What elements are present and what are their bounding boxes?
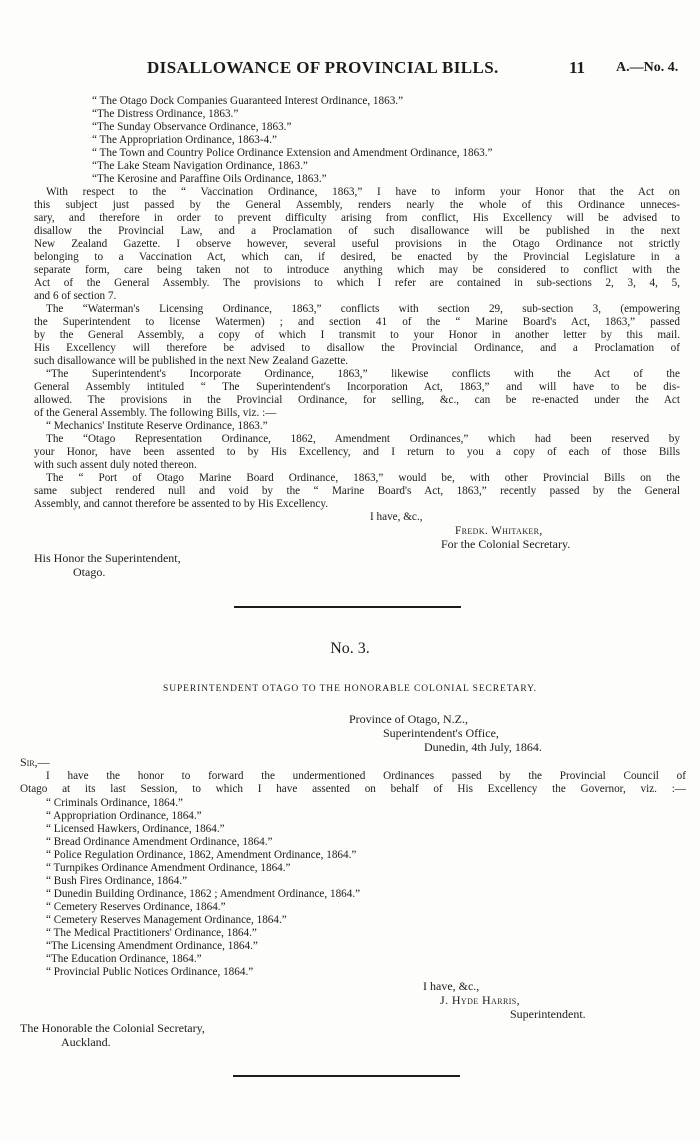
- bill-name: “ Mechanics' Institute Reserve Ordinance, 1863.”: [46, 420, 268, 432]
- paragraph-line: Otago at its last Session, to which I have assented on behalf of His Excellency the Governor, viz. :—: [20, 783, 686, 795]
- paragraph-line: of the General Assembly. The following Bills, viz. :—: [34, 407, 277, 419]
- paragraph-line: separate form, care being taken not to introduce anything which may be considered to conflict with the: [34, 264, 680, 276]
- paragraph-line: The “ Port of Otago Marine Board Ordinance, 1863,” would be, with other Provincial Bills on the: [46, 472, 680, 484]
- address-line: Province of Otago, N.Z.,: [349, 712, 468, 726]
- paper-reference: A.—No. 4.: [616, 60, 679, 75]
- page-header: [0, 58, 700, 80]
- ordinance-list-item: “The Kerosine and Paraffine Oils Ordinance, 1863.”: [92, 173, 327, 185]
- paragraph-line: this subject just passed by the General Assembly, renders nearly the whole of this Ordinance unneces-: [34, 199, 680, 211]
- ordinance-list-item: “ Bread Ordinance Amendment Ordinance, 1864.”: [46, 836, 273, 848]
- ordinance-list-item: “The Distress Ordinance, 1863.”: [92, 108, 239, 120]
- addressee: His Honor the Superintendent,: [34, 551, 181, 565]
- letter-heading: SUPERINTENDENT OTAGO TO THE HONORABLE COLONIAL SECRETARY.: [163, 684, 537, 694]
- paragraph-line: your Honor, have been assented to by His Excellency, and I return to you a copy of each of those Bills: [34, 446, 680, 458]
- signature: Fredk. Whitaker,: [455, 525, 543, 537]
- signature-title: For the Colonial Secretary.: [441, 537, 571, 551]
- ordinance-list-item: “ Police Regulation Ordinance, 1862, Amendment Ordinance, 1864.”: [46, 849, 357, 861]
- paragraph-line: allowed. The provisions in the Provincial Ordinance, for selling, &c., can be re-enacted under the Act: [34, 394, 680, 406]
- paragraph-line: with such assent duly noted thereon.: [34, 459, 197, 471]
- salutation: Sir,—: [20, 755, 50, 769]
- paragraph-line: “The Superintendent's Incorporate Ordinance, 1863,” likewise conflicts with the Act of the: [46, 368, 680, 380]
- paragraph-line: With respect to the “ Vaccination Ordinance, 1863,” I have to inform your Honor that the Act on: [46, 186, 680, 198]
- signature-title: Superintendent.: [510, 1007, 586, 1021]
- document-number: No. 3.: [330, 640, 370, 657]
- paragraph-line: and 6 of section 7.: [34, 290, 117, 302]
- closing: I have, &c.,: [423, 979, 480, 993]
- page-title: DISALLOWANCE OF PROVINCIAL BILLS.: [147, 58, 499, 77]
- paragraph-line: General Assembly intituled “ The Superintendent's Incorporation Act, 1863,” and will have to be dis-: [34, 381, 680, 393]
- paragraph-line: The “Otago Representation Ordinance, 1862, Amendment Ordinances,” which had been reserved by: [46, 433, 680, 445]
- paragraph-line: such disallowance will be published in the next New Zealand Gazette.: [34, 355, 349, 367]
- paragraph-line: belonging to a Vaccination Act, which can, if desired, be enacted by the Provincial Legislature in a: [34, 251, 680, 263]
- ordinance-list-item: “The Lake Steam Navigation Ordinance, 1863.”: [92, 160, 308, 172]
- paragraph-line: sary, and therefore in order to prevent difficulty arising from conflict, His Excellency will be advised to: [34, 212, 680, 224]
- paragraph-line: disallow the Provincial Law, and a Proclamation of such disallowance will be published in the next: [34, 225, 680, 237]
- paragraph-line: New Zealand Gazette. I observe however, several useful provisions in the Otago Ordinance not strictly: [34, 238, 680, 250]
- addressee: The Honorable the Colonial Secretary,: [20, 1021, 205, 1035]
- page-number: 11: [569, 58, 586, 77]
- ordinance-list-item: “The Education Ordinance, 1864.”: [46, 953, 202, 965]
- ordinance-list-item: “ Criminals Ordinance, 1864.”: [46, 797, 184, 809]
- section-divider: [234, 606, 461, 608]
- ordinance-list-item: “The Licensing Amendment Ordinance, 1864.”: [46, 940, 258, 952]
- ordinance-list-item: “ The Appropriation Ordinance, 1863-4.”: [92, 134, 277, 146]
- paragraph-line: by the General Assembly, a copy of which I transmit to your Honor in another letter by this mail.: [34, 329, 680, 341]
- signature: J. Hyde Harris,: [440, 993, 521, 1007]
- closing: I have, &c.,: [370, 511, 423, 523]
- ordinance-list-item: “ Licensed Hawkers, Ordinance, 1864.”: [46, 823, 225, 835]
- ordinance-list-item: “ The Town and Country Police Ordinance Extension and Amendment Ordinance, 1863.”: [92, 147, 493, 159]
- paragraph-line: His Excellency will therefore be advised to disallow the Provincial Ordinance, and a Proclamation of: [34, 342, 680, 354]
- paragraph-line: Act of the General Assembly. The provisions to which I refer are contained in sub-sections 2, 3, 4, 5,: [34, 277, 680, 289]
- addressee-place: Otago.: [73, 565, 106, 579]
- ordinance-list-item: “ Cemetery Reserves Ordinance, 1864.”: [46, 901, 226, 913]
- section-divider: [233, 1075, 460, 1077]
- paragraph-line: The “Waterman's Licensing Ordinance, 1863,” conflicts with section 29, sub-section 3, (empowering: [46, 303, 680, 315]
- ordinance-list-item: “The Sunday Observance Ordinance, 1863.”: [92, 121, 292, 133]
- paragraph-line: same subject rendered null and void by the “ Marine Board's Act, 1863,” recently passed by the General: [34, 485, 680, 497]
- ordinance-list-item: “ Cemetery Reserves Management Ordinance, 1864.”: [46, 914, 287, 926]
- ordinance-list-item: “ Turnpikes Ordinance Amendment Ordinance, 1864.”: [46, 862, 291, 874]
- addressee-place: Auckland.: [61, 1035, 111, 1049]
- address-date: Dunedin, 4th July, 1864.: [424, 740, 542, 754]
- ordinance-list-item: “ Bush Fires Ordinance, 1864.”: [46, 875, 188, 887]
- paragraph-line: the Superintendent to license Watermen) ; and section 41 of the “ Marine Board's Act, 1863,” passed: [34, 316, 680, 328]
- ordinance-list-item: “ The Otago Dock Companies Guaranteed Interest Ordinance, 1863.”: [92, 95, 404, 107]
- ordinance-list-item: “ The Medical Practitioners' Ordinance, 1864.”: [46, 927, 257, 939]
- ordinance-list-item: “ Dunedin Building Ordinance, 1862 ; Amendment Ordinance, 1864.”: [46, 888, 361, 900]
- address-line: Superintendent's Office,: [383, 726, 499, 740]
- ordinance-list-item: “ Appropriation Ordinance, 1864.”: [46, 810, 202, 822]
- paragraph-line: Assembly, and cannot therefore be assented to by His Excellency.: [34, 498, 328, 510]
- ordinance-list-item: “ Provincial Public Notices Ordinance, 1864.”: [46, 966, 254, 978]
- paragraph-line: I have the honor to forward the undermentioned Ordinances passed by the Provincial Council of: [46, 770, 686, 782]
